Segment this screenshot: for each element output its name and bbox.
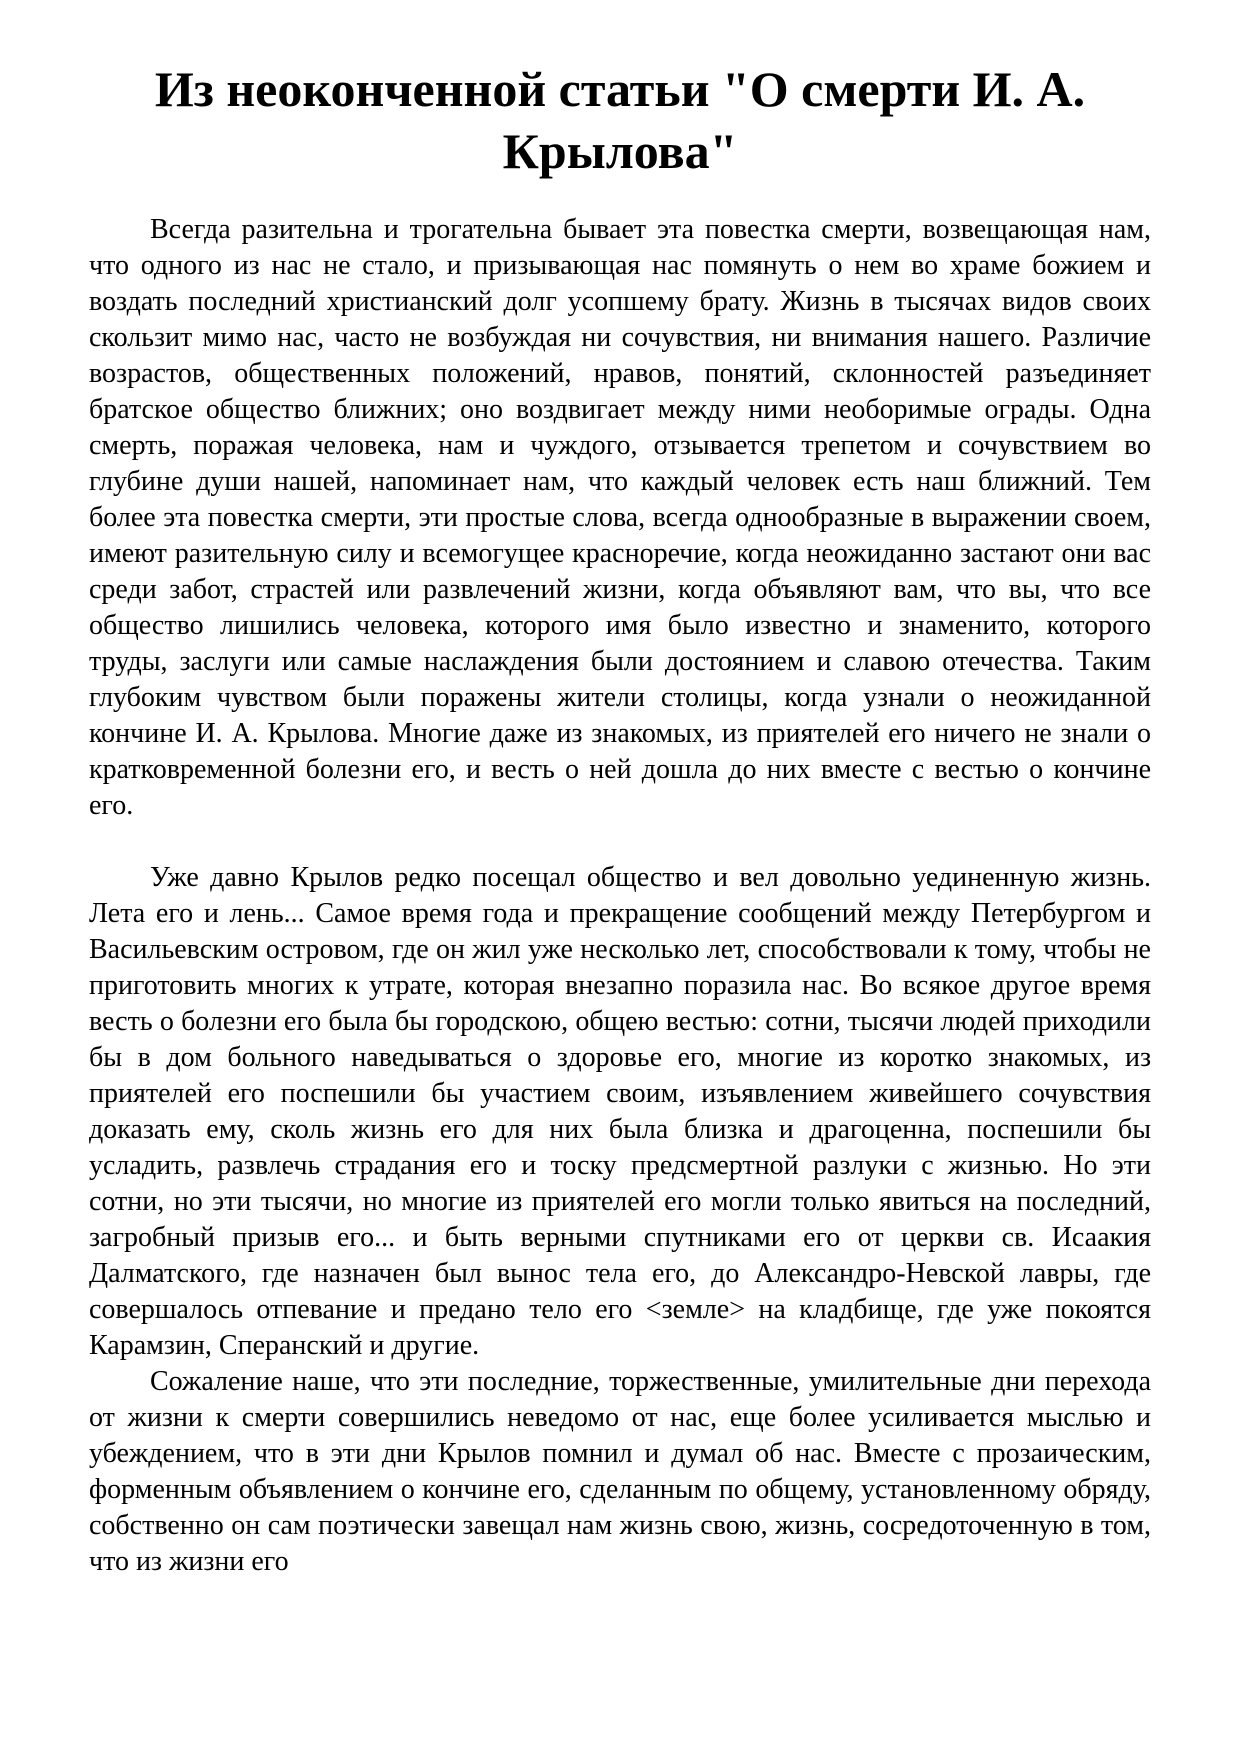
title-line: Из неоконченной статьи "О смерти И. А. [154, 61, 1086, 117]
document-title [89, 58, 1151, 182]
document-body [89, 212, 1151, 1580]
body-paragraph: Уже давно Крылов редко посещал общество и вел довольно уединенную жизнь. Лета его и лень... Самое время года и прекращение сообщений между Петербургом и Васильевским островом, где он жил уже несколько лет, способствовали к тому, чтобы не приготовить многих к утрате, которая внезапно поразила нас. Во всякое другое время весть о болезни его была бы городскою, общею вестью: сотни, тысячи людей приходили бы в дом больного наведываться о здоровье его, многие из коротко знакомых, из приятелей его поспешили бы участием своим, изъявлением живейшего сочувствия доказать ему, сколь жизнь его для них была близка и драгоценна, поспешили бы усладить, развлечь страдания его и тоску предсмертной разлуки с жизнью. Но эти сотни, но эти тысячи, но многие из приятелей его могли только явиться на последний, загробный призыв его... и быть верными спутниками его от церкви св. Исаакия Далматского, где назначен был вынос тела его, до Александро-Невской лавры, где совершалось отпевание и предано тело его <земле> на кладбище, где уже покоятся Карамзин, Сперанский и другие. [89, 862, 1151, 1361]
body-paragraph: Всегда разительна и трогательна бывает эта повестка смерти, возвещающая нам, что одного из нас не стало, и призывающая нас помянуть о нем во храме божием и воздать последний христианский долг усопшему брату. Жизнь в тысячах видов своих скользит мимо нас, часто не возбуждая ни сочувствия, ни внимания нашего. Различие возрастов, общественных положений, нравов, понятий, склонностей разъединяет братское общество ближних; оно воздвигает между ними необоримые ограды. Одна смерть, поражая человека, нам и чуждого, отзывается трепетом и сочувствием во глубине души нашей, напоминает нам, что каждый человек есть наш ближний. Тем более эта повестка смерти, эти простые слова, всегда однообразные в выражении своем, имеют разительную силу и всемогущее красноречие, когда неожиданно застают они вас среди забот, страстей или развлечений жизни, когда объявляют вам, что вы, что все общество лишились человека, которого имя было известно и знаменито, которого труды, заслуги или самые наслаждения были достоянием и славою отечества. Таким глубоким чувством были поражены жители столицы, когда узнали о неожиданной кончине И. А. Крылова. Многие даже из знакомых, из приятелей его ничего не знали о кратковременной болезни его, и весть о ней дошла до них вместе с вестью о кончине его. [89, 214, 1151, 821]
body-paragraph: Сожаление наше, что эти последние, торжественные, умилительные дни перехода от жизни к смерти совершились неведомо от нас, еще более усиливается мыслью и убеждением, что в эти дни Крылов помнил и думал об нас. Вместе с прозаическим, форменным объявлением о кончине его, сделанным по общему, установленному обряду, собственно он сам поэтически завещал нам жизнь свою, жизнь, сосредоточенную в том, что из жизни его [89, 1366, 1151, 1577]
title-line: Крылова" [502, 123, 738, 179]
